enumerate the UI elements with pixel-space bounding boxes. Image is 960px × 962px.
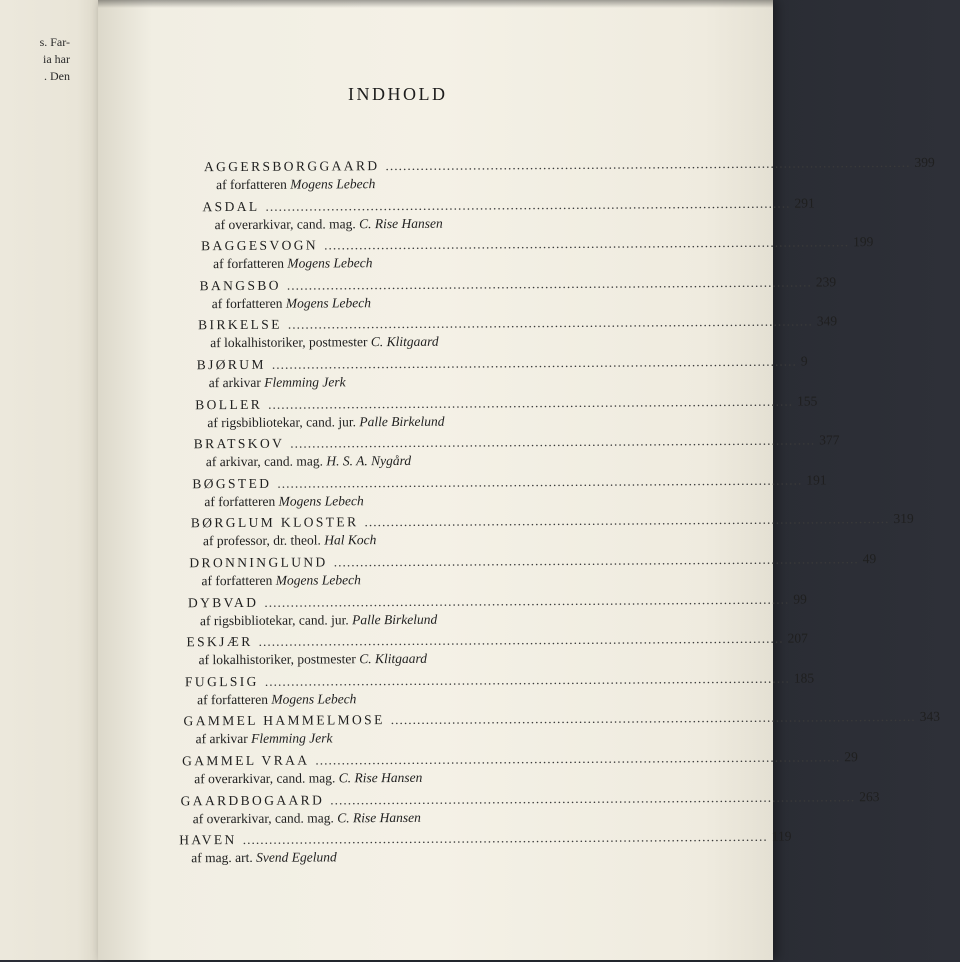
author-name: C. Klitgaard <box>359 651 428 667</box>
left-page <box>0 0 110 960</box>
toc-entry-title: BJØRUM <box>196 356 266 373</box>
author-role: af lokalhistoriker, postmester <box>198 651 356 668</box>
toc-entry-title: HAVEN <box>179 832 237 848</box>
author-role: af rigsbibliotekar, cand. jur. <box>199 611 349 628</box>
author-name: C. Klitgaard <box>370 334 439 350</box>
toc-entry-title: GAMMEL VRAA <box>182 752 310 769</box>
page-title: INDHOLD <box>348 84 448 104</box>
toc-entry-page-number: 99 <box>793 591 807 607</box>
author-role: af professor, dr. theol. <box>202 532 321 549</box>
toc-entry-author <box>213 252 721 272</box>
toc-entry <box>184 670 815 708</box>
author-role: af forfatteren <box>201 572 273 589</box>
toc-entry-author <box>197 688 705 708</box>
author-role: af overarkivar, cand. mag. <box>194 770 336 787</box>
toc-entry-line <box>179 828 792 850</box>
author-name: C. Rise Hansen <box>359 215 443 231</box>
toc-entry <box>192 472 827 510</box>
dot-leader: ........................................................................................................................ <box>333 551 859 570</box>
toc-entry-title: BRATSKOV <box>193 435 285 452</box>
toc-entry-title: BØRGLUM KLOSTER <box>190 514 359 531</box>
toc-entry-page-number: 207 <box>787 630 808 646</box>
toc-entry-author <box>209 371 717 391</box>
author-name: C. Rise Hansen <box>338 769 423 786</box>
toc-entry-title: BOLLER <box>195 396 263 412</box>
toc-entry <box>196 353 808 391</box>
author-name: Flemming Jerk <box>264 374 346 390</box>
toc-entry-page-number: 119 <box>771 828 792 844</box>
toc-entry <box>193 432 840 470</box>
toc-entry <box>195 393 818 431</box>
toc-entry-line <box>186 630 808 652</box>
author-role: af rigsbibliotekar, cand. jur. <box>207 413 357 430</box>
toc-entry-page-number: 343 <box>919 709 941 725</box>
author-role: af overarkivar, cand. mag. <box>192 809 334 826</box>
toc-entry-line <box>200 234 874 256</box>
toc-entry-title: ESKJÆR <box>186 634 253 650</box>
toc-entry-title: BANGSBO <box>199 277 281 294</box>
toc-entry-line <box>180 788 880 810</box>
toc-entry-page-number: 349 <box>816 313 838 329</box>
toc-entry-line <box>199 274 837 295</box>
toc-entry <box>186 630 808 668</box>
toc-entry-author <box>196 728 704 748</box>
author-role: af forfatteren <box>211 295 283 311</box>
toc-entry-line <box>184 670 815 692</box>
toc-entry-line <box>189 551 877 573</box>
contents-page <box>98 0 941 960</box>
toc-entry-page-number: 377 <box>819 432 840 448</box>
dot-leader: ........................................................................................................................ <box>265 195 791 214</box>
author-name: Flemming Jerk <box>251 730 333 747</box>
dot-leader: ........................................................................................................................ <box>258 630 784 650</box>
toc-entry-title: BIRKELSE <box>198 317 282 333</box>
toc-entry-page-number: 399 <box>914 154 935 170</box>
toc-entry-page-number: 49 <box>862 551 877 567</box>
toc-entry-author <box>201 569 709 589</box>
toc-entry-author <box>191 846 699 866</box>
author-name: Mogens Lebech <box>278 493 364 509</box>
toc-entry-line <box>202 195 815 216</box>
toc-entry-title: ASDAL <box>202 198 260 214</box>
dot-leader: ........................................................................................................................ <box>242 828 768 848</box>
toc-entry-line <box>192 472 827 494</box>
toc-entry-page-number: 239 <box>815 274 837 290</box>
dot-leader: ........................................................................................................................ <box>264 591 790 610</box>
toc-entry-page-number: 319 <box>893 511 914 527</box>
toc-entry-title: DYBVAD <box>187 594 259 610</box>
author-name: Mogens Lebech <box>290 176 376 192</box>
toc-entry-author <box>200 609 708 629</box>
dot-leader: ........................................................................................................................ <box>264 670 790 689</box>
toc-entry-line <box>195 393 818 414</box>
dot-leader: ........................................................................................................................ <box>385 154 911 174</box>
toc-entry-page-number: 29 <box>844 749 858 765</box>
toc-entry-author <box>215 213 723 233</box>
toc-entry-author <box>194 767 702 787</box>
author-name: Palle Birkelund <box>359 413 445 429</box>
toc-entry-page-number: 191 <box>806 472 827 488</box>
toc-entry <box>190 511 914 549</box>
toc-entry <box>202 195 815 233</box>
author-role: af forfatteren <box>213 255 285 272</box>
author-name: Mogens Lebech <box>287 255 373 271</box>
author-name: Mogens Lebech <box>285 294 372 311</box>
author-role: af forfatteren <box>216 176 287 193</box>
left-page-line: s. Far- <box>39 35 70 49</box>
toc-entry-line <box>183 709 941 731</box>
left-page-text <box>10 34 70 85</box>
toc-entry-line <box>198 313 838 335</box>
author-role: af forfatteren <box>204 493 276 509</box>
author-name: Palle Birkelund <box>352 611 438 627</box>
toc-entry-page-number: 185 <box>793 670 815 686</box>
dot-leader: ........................................................................................................................ <box>324 234 850 253</box>
dot-leader: ........................................................................................................................ <box>271 353 797 372</box>
toc-entry-line <box>203 154 935 177</box>
dot-leader: ........................................................................................................................ <box>290 432 816 451</box>
toc-entry-author <box>212 292 720 312</box>
author-name: Hal Koch <box>324 532 377 548</box>
toc-entry-author <box>206 450 714 470</box>
author-role: af mag. art. <box>191 850 253 866</box>
toc-entry <box>200 234 874 272</box>
toc-entry-line <box>182 749 858 771</box>
toc-entry-page-number: 263 <box>859 788 880 804</box>
toc-entry-title: GAMMEL HAMMELMOSE <box>183 712 385 729</box>
toc-entry-title: BAGGESVOGN <box>200 237 319 254</box>
dot-leader: ........................................................................................................................ <box>286 274 812 293</box>
toc-entry-page-number: 291 <box>794 195 815 211</box>
toc-entry <box>203 154 935 193</box>
toc-entry-line <box>190 511 914 533</box>
left-page-line: ia har <box>43 52 70 66</box>
toc-entry-page-number: 9 <box>800 353 808 369</box>
toc-entry-author <box>216 173 724 193</box>
toc-entry-line <box>187 591 807 612</box>
toc-entry <box>187 591 807 629</box>
toc-entry-page-number: 155 <box>797 393 818 409</box>
table-of-contents <box>95 0 941 962</box>
toc-entry-title: DRONNINGLUND <box>189 554 328 571</box>
left-page-line: . Den <box>44 69 70 83</box>
toc-entry-author <box>207 411 715 431</box>
toc-entry-title: FUGLSIG <box>184 673 259 690</box>
toc-entry-line <box>193 432 840 454</box>
toc-entry-author <box>210 331 718 351</box>
dot-leader: ........................................................................................................................ <box>287 313 813 333</box>
toc-entry-title: AGGERSBORGGAARD <box>203 158 380 175</box>
dot-leader: ........................................................................................................................ <box>390 709 916 728</box>
toc-entry-author <box>203 529 711 549</box>
toc-entry-author <box>193 807 701 827</box>
toc-entry-title: BØGSTED <box>192 475 272 492</box>
author-name: Mogens Lebech <box>275 572 361 588</box>
author-role: af lokalhistoriker, postmester <box>210 334 368 351</box>
toc-entry <box>199 274 837 312</box>
toc-entry <box>180 788 880 827</box>
toc-entry <box>182 749 858 787</box>
author-name: Svend Egelund <box>256 849 337 866</box>
dot-leader: ........................................................................................................................ <box>364 511 890 530</box>
dot-leader: ........................................................................................................................ <box>330 788 856 808</box>
toc-entry <box>179 828 792 866</box>
author-name: C. Rise Hansen <box>337 809 421 825</box>
dot-leader: ........................................................................................................................ <box>277 472 803 491</box>
toc-entry <box>189 551 877 589</box>
toc-entry-page-number: 199 <box>852 234 874 250</box>
toc-entry-author <box>204 490 712 510</box>
author-role: af arkivar <box>195 731 248 747</box>
author-role: af arkivar, cand. mag. <box>205 453 324 470</box>
toc-entry-title: GAARDBOGAARD <box>180 792 325 808</box>
dot-leader: ........................................................................................................................ <box>315 749 841 768</box>
toc-entry <box>183 709 941 748</box>
author-role: af overarkivar, cand. mag. <box>214 215 356 232</box>
author-role: af arkivar <box>208 374 261 391</box>
toc-entry-line <box>196 353 808 375</box>
toc-entry <box>198 313 838 351</box>
toc-entry-author <box>199 648 707 668</box>
author-role: af forfatteren <box>197 691 268 708</box>
author-name: H. S. A. Nygård <box>326 453 412 469</box>
author-name: Mogens Lebech <box>271 691 357 707</box>
dot-leader: ........................................................................................................................ <box>268 393 794 412</box>
